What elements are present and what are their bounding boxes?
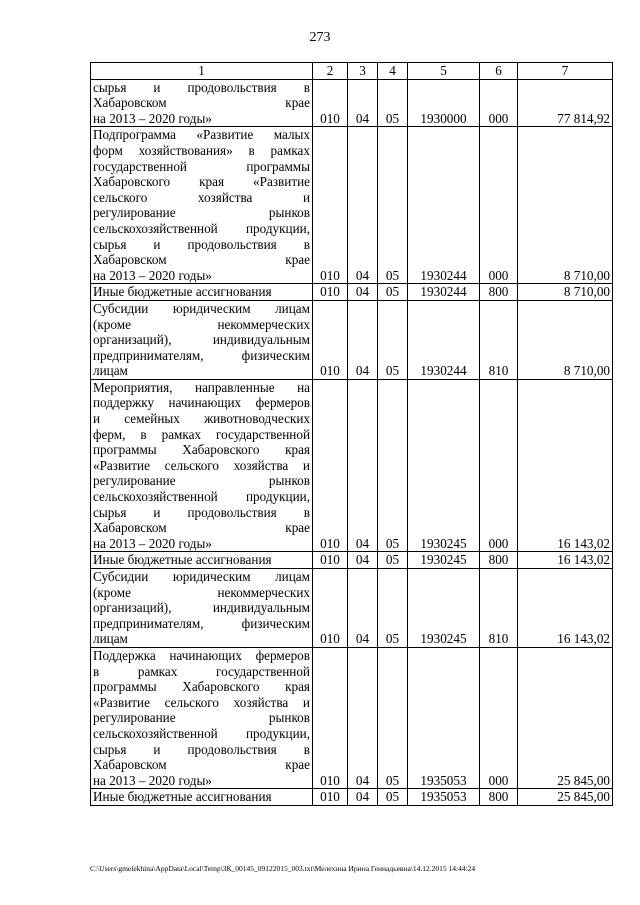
description-line: предпринимателям, физическим: [93, 347, 310, 363]
expense-type-code: 000: [480, 127, 518, 284]
amount: 25 845,00: [518, 789, 613, 806]
expense-type-code: 000: [480, 647, 518, 788]
description-line: сельскохозяйственной продукции,: [93, 489, 310, 505]
description-line: организаций), индивидуальным: [93, 600, 310, 616]
description-line: на 2013 – 2020 годы»: [93, 110, 212, 126]
header-cell: 6: [480, 63, 518, 80]
row-description: [91, 789, 313, 806]
description-line: Поддержка начинающих фермеров: [93, 647, 310, 663]
description-line: Хабаровском крае: [93, 757, 310, 773]
target-article-code: 1930245: [408, 552, 480, 569]
description-line: «Развитие сельского хозяйства и: [93, 457, 310, 473]
description-line: Иные бюджетные ассигнования: [93, 552, 272, 568]
table-body: [91, 79, 613, 805]
header-cell: 7: [518, 63, 613, 80]
ministry-code: 010: [313, 647, 348, 788]
table-row: [91, 569, 613, 648]
description-line: на 2013 – 2020 годы»: [93, 772, 212, 788]
row-description: [91, 569, 313, 648]
table-row: [91, 127, 613, 284]
page-number: 273: [309, 30, 331, 45]
amount: 16 143,02: [518, 569, 613, 648]
description-line: «Развитие сельского хозяйства и: [93, 694, 310, 710]
ministry-code: 010: [313, 79, 348, 127]
table-row: [91, 379, 613, 552]
header-cell: 3: [348, 63, 378, 80]
file-path-footer: C:\Users\gmelekhina\AppData\Local\Temp\ЗК_00145_09122015_003.txt\Мелехина Ирина Геннадьевна\14.12.2015 14:44:24: [90, 864, 476, 873]
section-code: 04: [348, 300, 378, 379]
description-line: форм хозяйствования» в рамках: [93, 142, 310, 158]
row-description: [91, 300, 313, 379]
expense-type-code: 800: [480, 789, 518, 806]
ministry-code: 010: [313, 789, 348, 806]
description-line: программы Хабаровского края: [93, 679, 310, 695]
description-line: регулирование рынков: [93, 473, 310, 489]
amount: 16 143,02: [518, 379, 613, 552]
table-row: [91, 284, 613, 301]
description-line: Хабаровском крае: [93, 520, 310, 536]
header-cell: 1: [91, 63, 313, 80]
target-article-code: 1935053: [408, 647, 480, 788]
target-article-code: 1930245: [408, 379, 480, 552]
subsection-code: 05: [378, 379, 408, 552]
section-code: 04: [348, 789, 378, 806]
description-line: регулирование рынков: [93, 710, 310, 726]
description-line: государственной программы: [93, 158, 310, 174]
description-line: сельскохозяйственной продукции,: [93, 725, 310, 741]
section-code: 04: [348, 379, 378, 552]
row-description: [91, 552, 313, 569]
target-article-code: 1930245: [408, 569, 480, 648]
description-line: Субсидии юридическим лицам: [93, 569, 310, 584]
subsection-code: 05: [378, 300, 408, 379]
description-line: Хабаровского края «Развитие: [93, 174, 310, 190]
description-line: Подпрограмма «Развитие малых: [93, 127, 310, 143]
subsection-code: 05: [378, 789, 408, 806]
subsection-code: 05: [378, 569, 408, 648]
expense-type-code: 810: [480, 300, 518, 379]
subsection-code: 05: [378, 552, 408, 569]
header-cell: 2: [313, 63, 348, 80]
amount: 8 710,00: [518, 127, 613, 284]
section-code: 04: [348, 284, 378, 301]
section-code: 04: [348, 647, 378, 788]
target-article-code: 1930244: [408, 127, 480, 284]
description-line: регулирование рынков: [93, 205, 310, 221]
description-line: и семейных животноводческих: [93, 411, 310, 427]
description-line: Иные бюджетные ассигнования: [93, 284, 272, 300]
subsection-code: 05: [378, 284, 408, 301]
header-row: [91, 63, 613, 80]
table-row: [91, 300, 613, 379]
description-line: на 2013 – 2020 годы»: [93, 267, 212, 283]
budget-table: [90, 62, 613, 806]
expense-type-code: 000: [480, 79, 518, 127]
row-description: [91, 647, 313, 788]
row-description: [91, 379, 313, 552]
ministry-code: 010: [313, 569, 348, 648]
table-row: [91, 552, 613, 569]
target-article-code: 1930244: [408, 284, 480, 301]
expense-type-code: 800: [480, 552, 518, 569]
description-line: поддержку начинающих фермеров: [93, 395, 310, 411]
table-row: [91, 79, 613, 127]
amount: 8 710,00: [518, 284, 613, 301]
description-line: предпринимателям, физическим: [93, 615, 310, 631]
description-line: сельского хозяйства и: [93, 189, 310, 205]
subsection-code: 05: [378, 79, 408, 127]
section-code: 04: [348, 79, 378, 127]
description-line: сельскохозяйственной продукции,: [93, 220, 310, 236]
header-cell: 5: [408, 63, 480, 80]
description-line: программы Хабаровского края: [93, 442, 310, 458]
row-description: [91, 79, 313, 127]
header-cell: 4: [378, 63, 408, 80]
description-line: сырья и продовольствия в: [93, 741, 310, 757]
description-line: Хабаровском крае: [93, 252, 310, 268]
expense-type-code: 810: [480, 569, 518, 648]
description-line: на 2013 – 2020 годы»: [93, 535, 212, 551]
description-line: Субсидии юридическим лицам: [93, 300, 310, 316]
description-line: сырья и продовольствия в: [93, 236, 310, 252]
target-article-code: 1930000: [408, 79, 480, 127]
table-row: [91, 647, 613, 788]
ministry-code: 010: [313, 127, 348, 284]
description-line: Хабаровском крае: [93, 95, 310, 111]
ministry-code: 010: [313, 284, 348, 301]
expense-type-code: 800: [480, 284, 518, 301]
ministry-code: 010: [313, 300, 348, 379]
section-code: 04: [348, 569, 378, 648]
description-line: организаций), индивидуальным: [93, 332, 310, 348]
description-line: Иные бюджетные ассигнования: [93, 789, 272, 805]
amount: 25 845,00: [518, 647, 613, 788]
row-description: [91, 127, 313, 284]
row-description: [91, 284, 313, 301]
amount: 77 814,92: [518, 79, 613, 127]
section-code: 04: [348, 552, 378, 569]
target-article-code: 1935053: [408, 789, 480, 806]
expense-type-code: 000: [480, 379, 518, 552]
description-line: (кроме некоммерческих: [93, 584, 310, 600]
description-line: в рамках государственной: [93, 663, 310, 679]
target-article-code: 1930244: [408, 300, 480, 379]
section-code: 04: [348, 127, 378, 284]
subsection-code: 05: [378, 647, 408, 788]
description-line: ферм, в рамках государственной: [93, 426, 310, 442]
amount: 16 143,02: [518, 552, 613, 569]
description-line: (кроме некоммерческих: [93, 316, 310, 332]
amount: 8 710,00: [518, 300, 613, 379]
subsection-code: 05: [378, 127, 408, 284]
description-line: сырья и продовольствия в: [93, 79, 310, 95]
ministry-code: 010: [313, 379, 348, 552]
description-line: сырья и продовольствия в: [93, 504, 310, 520]
description-line: Мероприятия, направленные на: [93, 379, 310, 395]
table-row: [91, 789, 613, 806]
ministry-code: 010: [313, 552, 348, 569]
description-line: лицам: [93, 631, 128, 647]
description-line: лицам: [93, 363, 128, 379]
